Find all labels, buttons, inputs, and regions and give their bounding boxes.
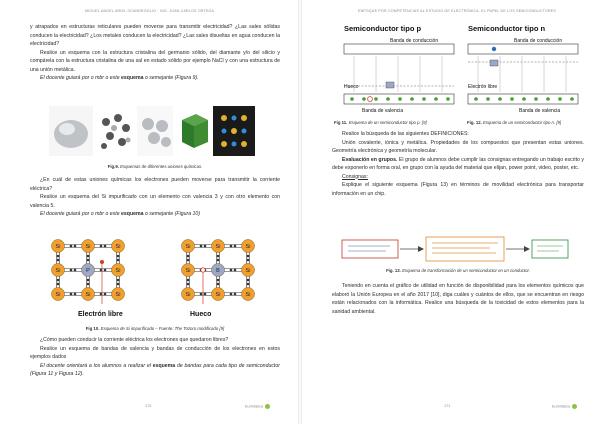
- figure-12-caption: Fig. 12. Esquema de un semiconductor tipo n. [9]: [467, 120, 562, 125]
- hole-circle: [201, 268, 205, 272]
- electron-dot: [187, 255, 190, 258]
- electron-dot: [117, 283, 120, 286]
- atom-label: Si: [245, 292, 251, 298]
- figure-13: [340, 234, 570, 269]
- valence-band-label: Banda de valencia: [362, 108, 404, 114]
- electron-libre-label: Electrón libre: [78, 311, 123, 318]
- atom-label: Si: [115, 244, 121, 250]
- atom-label: Si: [185, 268, 191, 274]
- valence-electron: [474, 97, 478, 101]
- atom-label: Si: [245, 268, 251, 274]
- valence-electron: [410, 97, 414, 101]
- electron-dot: [230, 245, 233, 248]
- electron-dot: [217, 279, 220, 282]
- figure-9-caption: Fig.9. Esquemas de diferentes uniones químicas.: [107, 164, 203, 169]
- donor-ion: [490, 60, 498, 66]
- carrier-label: Hueco: [344, 84, 359, 90]
- atom-label: Si: [115, 292, 121, 298]
- valence-electron: [486, 97, 490, 101]
- electron-dot: [217, 255, 220, 258]
- electron-dot: [117, 255, 120, 258]
- valence-electron: [398, 97, 402, 101]
- brand-logo-icon: [572, 404, 577, 409]
- valence-electron: [558, 97, 562, 101]
- figure-10-diagram: [40, 232, 270, 324]
- paragraph: y atrapados en estructuras reticulares pueden moverse para transmitir electricidad? ¿Las sales sólidas conducen la electricidad? ¿Los metales conducen la electricidad? ¿Las sales disueltas en agua conducen la electricidad?: [30, 24, 280, 47]
- electron-dot: [74, 269, 77, 272]
- electron-dot: [200, 245, 203, 248]
- figure-11-caption: Fig 11. Esquema de un semiconductor tipo p. [9]: [334, 120, 427, 125]
- electron-dot: [247, 259, 250, 262]
- figure-12: [464, 22, 582, 123]
- right-page: [304, 0, 600, 424]
- figure-11: [340, 22, 458, 123]
- electron-dot: [87, 279, 90, 282]
- paragraph: ¿En cuál de estas uniones químicas los electrones pueden moverse para transmitir la corriente eléctrica?: [30, 177, 280, 192]
- semiconductor-title: Semiconductor tipo n: [468, 24, 546, 33]
- figure-11-diagram: [340, 22, 458, 118]
- electron-dot: [187, 259, 190, 262]
- electron-dot: [234, 293, 237, 296]
- paragraph: Explique el siguiente esquema (Figura 13) en términos de movilidad electrónica para transportar información en un chip.: [332, 182, 584, 197]
- electron-dot: [87, 259, 90, 262]
- page-number-right: 171: [444, 404, 451, 408]
- valence-electron: [510, 97, 514, 101]
- paragraph: Realice un esquema de bandas de valencia y bandas de conducción de los electrones en estos ejemplos dados: [30, 345, 280, 360]
- atom-label: Si: [115, 268, 121, 274]
- electron-dot: [204, 245, 207, 248]
- figure-13-diagram: [340, 234, 570, 264]
- electron-dot: [70, 245, 73, 248]
- electron-dot: [204, 293, 207, 296]
- electron-dot: [87, 255, 90, 258]
- atom-label: Si: [185, 292, 191, 298]
- electron-dot: [187, 279, 190, 282]
- electron-dot: [57, 283, 60, 286]
- electron-dot: [87, 283, 90, 286]
- page-number-left: 170: [145, 404, 152, 408]
- electron-dot: [230, 293, 233, 296]
- free-electron-dot: [492, 47, 496, 51]
- footer-brand-left: EurInfatica: [245, 404, 270, 409]
- atom-label: Si: [85, 292, 91, 298]
- electron-dot: [234, 269, 237, 272]
- atom-label: Si: [55, 244, 61, 250]
- atom-label: Si: [245, 244, 251, 250]
- hueco-label: Hueco: [190, 311, 212, 318]
- atom-label: Si: [215, 244, 221, 250]
- left-text-bottom: [30, 336, 280, 379]
- book-gutter: [298, 0, 302, 424]
- paragraph: Evaluación en grupos. El grupo de alumnos debe cumplir las consignas entregando un trabajo escrito y debe exponerlo en forma oral, en grupo con la ayuda del material que elijan, power point, video, poster, etc.: [332, 156, 584, 171]
- figure-9: [48, 104, 256, 163]
- atom-label: Si: [185, 244, 191, 250]
- conduction-band: [468, 44, 578, 54]
- electron-dot: [247, 279, 250, 282]
- electron-dot: [230, 269, 233, 272]
- electron-dot: [104, 293, 107, 296]
- paragraph: ¿Cómo pueden conducir la corriente eléctrica los electrones que quedaron libres?: [40, 337, 229, 343]
- conduction-band: [344, 44, 454, 54]
- carrier-label: Electrón libre: [468, 84, 498, 90]
- left-text-top: [30, 23, 280, 83]
- hole-circle: [368, 97, 373, 102]
- valence-electron: [362, 97, 366, 101]
- atom-label: Si: [85, 244, 91, 250]
- paragraph: Realice la búsqueda de las siguientes DEFINICIONES:: [342, 131, 469, 137]
- right-text-top: [332, 130, 584, 198]
- electron-dot: [74, 293, 77, 296]
- free-electron-dot: [100, 260, 104, 264]
- valence-electron: [446, 97, 450, 101]
- figure-10-caption: Fig 10. Esquema de Si impurificado – Fuente: The Tozoro modificado [9]: [85, 326, 225, 331]
- left-page: [0, 0, 296, 424]
- conduction-band-label: Banda de conducción: [514, 38, 563, 44]
- electron-dot: [104, 269, 107, 272]
- semiconductor-title: Semiconductor tipo p: [344, 24, 422, 33]
- electron-dot: [200, 293, 203, 296]
- figure-9-image: [48, 104, 256, 158]
- electron-dot: [247, 255, 250, 258]
- electron-dot: [117, 259, 120, 262]
- electron-dot: [117, 279, 120, 282]
- paragraph: Realice un esquema del Si impurificado con un elemento con valencia 3 y con otro elemento con valencia 5.: [30, 194, 280, 209]
- paragraph: Teniendo en cuenta el gráfico de utilidad en función de disponibilidad para los elementos químicos que elaboró la Unión Europea en el año 2017 [10], diga cuáles y cuántos de ellos, que se encuentran en riesgo están relacionados con la informática. Realice una búsqueda de la toxicidad de estos elementos para la sanidad ambiental.: [332, 283, 584, 315]
- acceptor-ion: [386, 82, 394, 88]
- conduction-band-label: Banda de conducción: [390, 38, 439, 44]
- electron-dot: [57, 259, 60, 262]
- valence-electron: [422, 97, 426, 101]
- electron-dot: [70, 293, 73, 296]
- valence-electron: [570, 97, 574, 101]
- paragraph: Consignas:: [342, 173, 368, 180]
- electron-dot: [57, 255, 60, 258]
- electron-dot: [217, 259, 220, 262]
- paragraph: El docente orientará a los alumnos a realizar el esquema de bandas para cada tipo de semiconductor (Figura 11 y Figura 12).: [30, 362, 280, 377]
- figure-10: [40, 232, 270, 329]
- footer-brand-right: EurInfatica: [552, 404, 577, 409]
- atom-label: P: [86, 268, 90, 274]
- valence-electron: [434, 97, 438, 101]
- valence-band-label: Banda de valencia: [519, 108, 561, 114]
- valence-electron: [498, 97, 502, 101]
- electron-dot: [187, 283, 190, 286]
- paragraph: El docente guiará por o mbr o este esquema o semejante (Figura 10): [40, 211, 201, 217]
- electron-dot: [70, 269, 73, 272]
- paragraph: Unión covalente, iónica y metálica. Propiedades de los compuestos que presentan estas uniones. Geometría electrónica y geometría molecular.: [332, 139, 584, 154]
- left-text-mid: [30, 176, 280, 219]
- electron-dot: [57, 279, 60, 282]
- atom-label: Si: [55, 268, 61, 274]
- electron-dot: [217, 283, 220, 286]
- running-head-right: ENFOQUE POR COMPETENCIAS AL ESTUDIO DE ELECTRÓNICA. EL PAPEL DE LOS SEMICONDUCTORES: [358, 9, 556, 13]
- electron-dot: [100, 245, 103, 248]
- atom-label: Si: [215, 292, 221, 298]
- electron-dot: [247, 283, 250, 286]
- atom-label: B: [216, 268, 220, 274]
- brand-logo-icon: [265, 404, 270, 409]
- atom-label: Si: [55, 292, 61, 298]
- figure-12-diagram: [464, 22, 582, 118]
- valence-electron: [522, 97, 526, 101]
- electron-dot: [104, 245, 107, 248]
- valence-electron: [534, 97, 538, 101]
- valence-electron: [374, 97, 378, 101]
- valence-electron: [386, 97, 390, 101]
- paragraph: Realice un esquema con la estructura cristalina del germanio sólido, del diamante y/o del silicio y compárela con la estructura cristalina de una sal en estado sólido por ejemplo NaCl y con una estructura de una unión metálica.: [30, 49, 280, 73]
- right-text-bottom: [332, 282, 584, 316]
- figure-13-caption: Fig. 13. Esquema de transformación de un semiconductor en un conductor.: [386, 268, 530, 273]
- paragraph: El docente guiará por o mbr o este esquema o semejante (Figura 9).: [40, 75, 199, 81]
- running-head-left: MIGUEL ANGEL ARIEL SCANDROGLIO · ING. JUAN CARLOS ORTEGA: [85, 9, 215, 13]
- electron-dot: [74, 245, 77, 248]
- electron-dot: [234, 245, 237, 248]
- valence-electron: [350, 97, 354, 101]
- valence-electron: [546, 97, 550, 101]
